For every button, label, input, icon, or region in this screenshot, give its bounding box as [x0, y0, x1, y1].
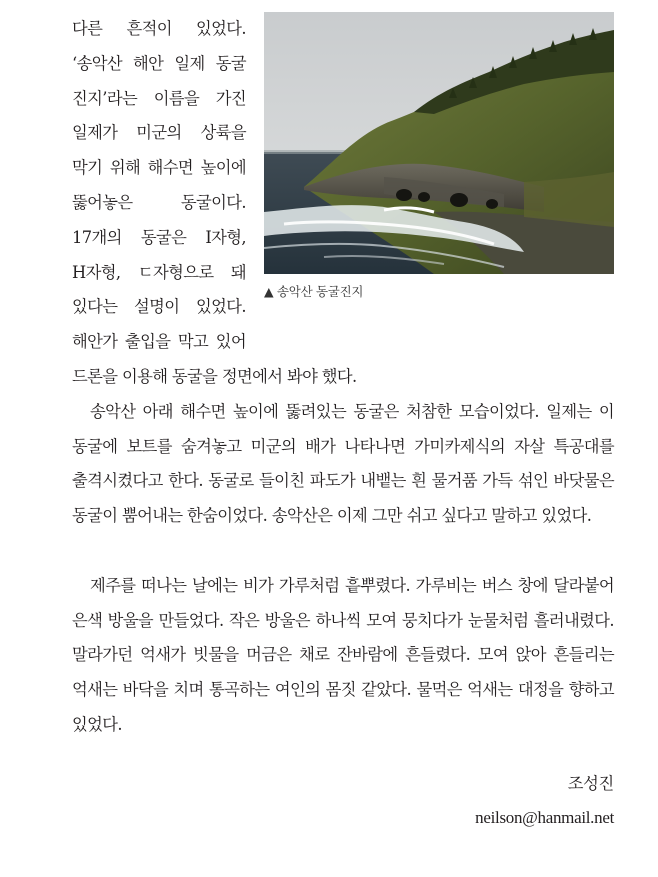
- paragraph-3: 제주를 떠나는 날에는 비가 가루처럼 흩뿌렸다. 가루비는 버스 창에 달라붙어 은색 방울을 만들었다. 작은 방울은 하나씩 모여 뭉치다가 눈물처럼 흘러내렸다. 말라가던 억새가 빗물을 머금은 채로 잔바람에 흔들렸다. 모여 앉아 흔들리는 억새는 바닥을 치며 통곡하는 여인의 몸짓 같았다. 물먹은 억새는 대정을 향하고 있었다.: [72, 575, 614, 734]
- author-email: neilson@hanmail.net: [475, 808, 614, 827]
- photo-caption: [264, 282, 614, 300]
- coastal-cave-photo: [264, 12, 614, 274]
- paragraph-2: 송악산 아래 해수면 높이에 뚫려있는 동굴은 처참한 모습이었다. 일제는 이 동굴에 보트를 숨겨놓고 미군의 배가 나타나면 가미카제식의 자살 특공대를 출격시켰다고 한다. 동굴로 들이친 파도가 내뱉는 흰 물거품 가득 섞인 바닷물은 동굴이 뿜어내는 한숨이었다. 송악산은 이제 그만 쉬고 싶다고 말하고 있었다.: [72, 401, 614, 526]
- paragraph-1: 다른 흔적이 있었다. ‘송악산 해안 일제 동굴 진지’라는 이름을 가진 일제가 미군의 상륙을 막기 위해 해수면 높이에 뚫어놓은 동굴이다. 17개의 동굴은 I자형, H자형, ㄷ자형으로 돼 있다는 설명이 있었다. 해안가 출입을 막고 있어 드론을 이용해 동굴을 정면에서 봐야 했다.: [72, 19, 357, 386]
- caption-triangle-icon: ▲: [264, 284, 274, 299]
- author-name: 조성진: [567, 774, 614, 793]
- article-body: [72, 12, 614, 743]
- photo-figure: [264, 12, 614, 330]
- caption-text: 송악산 동굴진지: [277, 284, 364, 299]
- paragraph-gap: [72, 534, 614, 569]
